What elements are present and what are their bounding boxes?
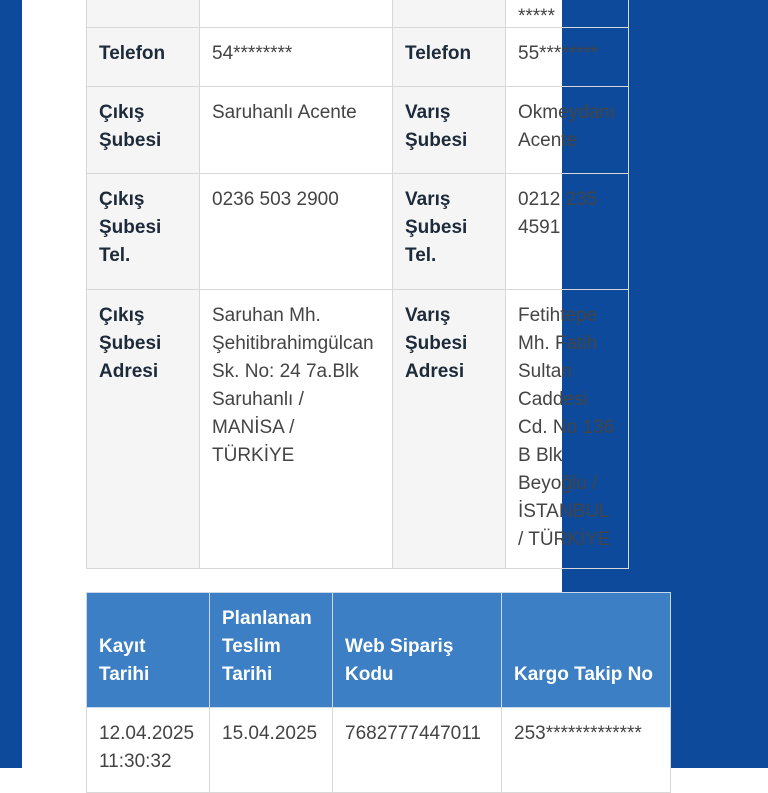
table-row — [87, 0, 629, 28]
origin-address-label: Çıkış Şubesi Adresi — [87, 290, 200, 569]
shipment-details-table — [86, 0, 629, 569]
sender-phone-label: Telefon — [87, 28, 200, 87]
tracking-header-row — [87, 593, 671, 708]
header-record-date: Kayıt Tarihi — [87, 593, 210, 708]
table-row — [87, 28, 629, 87]
planned-delivery-cell: 15.04.2025 — [210, 708, 333, 793]
tracking-no-cell[interactable]: 253************* — [502, 708, 671, 793]
dest-branch-tel-label: Varış Şubesi Tel. — [393, 174, 506, 290]
header-web-order-code: Web Sipariş Kodu — [333, 593, 502, 708]
left-blue-border — [0, 0, 22, 768]
top-value-cell — [200, 0, 393, 28]
receiver-phone-value: 55******** — [506, 28, 629, 87]
record-date-cell: 12.04.2025 11:30:32 — [87, 708, 210, 793]
dest-address-value: Fetihtepe Mh. Fatih Sultan Caddesi Cd. No 136 B Blk Beyoğlu / İSTANBUL / TÜRKİYE — [506, 290, 629, 569]
tracking-table — [86, 592, 671, 793]
web-order-code-cell: 7682777447011 — [333, 708, 502, 793]
header-planned-delivery: Planlanan Teslim Tarihi — [210, 593, 333, 708]
dest-branch-label: Varış Şubesi — [393, 87, 506, 174]
table-row — [87, 87, 629, 174]
top-partial-value: ***** — [506, 0, 629, 28]
origin-address-value: Saruhan Mh. Şehitibrahimgülcan Sk. No: 24 7a.Blk Saruhanlı / MANİSA / TÜRKİYE — [200, 290, 393, 569]
receiver-phone-label: Telefon — [393, 28, 506, 87]
header-tracking-no: Kargo Takip No — [502, 593, 671, 708]
table-row — [87, 708, 671, 793]
table-row — [87, 174, 629, 290]
origin-branch-tel-value: 0236 503 2900 — [200, 174, 393, 290]
origin-branch-tel-label: Çıkış Şubesi Tel. — [87, 174, 200, 290]
table-row — [87, 290, 629, 569]
dest-branch-value: Okmeydanı Acente — [506, 87, 629, 174]
dest-branch-tel-value: 0212 235 4591 — [506, 174, 629, 290]
sender-phone-value: 54******** — [200, 28, 393, 87]
top-label-cell — [393, 0, 506, 28]
origin-branch-value: Saruhanlı Acente — [200, 87, 393, 174]
origin-branch-label: Çıkış Şubesi — [87, 87, 200, 174]
dest-address-label: Varış Şubesi Adresi — [393, 290, 506, 569]
top-label-cell — [87, 0, 200, 28]
